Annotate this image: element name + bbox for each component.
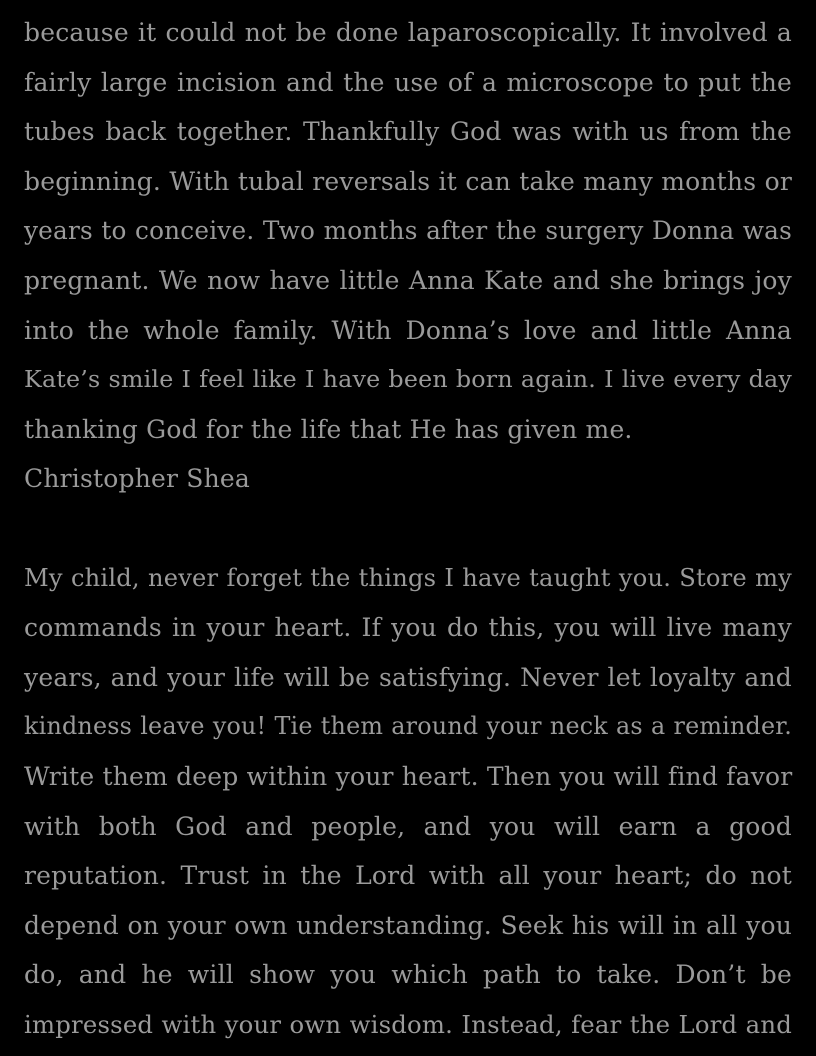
story-line: years to conceive. Two months after the surgery Donna was	[24, 216, 792, 246]
scripture-line: with both God and people, and you will earn a good	[24, 811, 792, 841]
story-line: because it could not be done laparoscopically. It involved a	[24, 18, 792, 47]
story-line: into the whole family. With Donna’s love and little Anna	[24, 315, 792, 345]
story-line: pregnant. We now have little Anna Kate and she brings joy	[24, 265, 792, 295]
scripture-line: depend on your own understanding. Seek his will in all you	[24, 910, 792, 940]
scripture-line: kindness leave you! Tie them around your neck as a reminder.	[24, 712, 792, 741]
story-line: tubes back together. Thankfully God was with us from the	[24, 117, 792, 147]
scripture-line: years, and your life will be satisfying. Never let loyalty and	[24, 662, 792, 692]
story-line: fairly large incision and the use of a microscope to put the	[24, 67, 792, 97]
scripture-line: commands in your heart. If you do this, you will live many	[24, 613, 792, 643]
scripture-paragraph	[24, 554, 792, 1050]
scripture-line: impressed with your own wisdom. Instead, fear the Lord and	[24, 1009, 792, 1039]
scripture-line: My child, never forget the things I have taught you. Store my	[24, 563, 792, 592]
story-line: thanking God for the life that He has given me.	[24, 414, 633, 444]
scripture-line: Write them deep within your heart. Then you will find favor	[24, 761, 793, 791]
scripture-line: do, and he will show you which path to take. Don’t be	[24, 960, 792, 990]
story-line: Kate’s smile I feel like I have been born again. I live every day	[24, 365, 792, 394]
story-paragraph	[24, 8, 792, 504]
paragraph-gap	[24, 504, 792, 554]
signature: Christopher Shea	[24, 464, 251, 494]
scripture-line: reputation. Trust in the Lord with all your heart; do not	[24, 861, 792, 891]
story-line: beginning. With tubal reversals it can take many months or	[24, 166, 792, 196]
